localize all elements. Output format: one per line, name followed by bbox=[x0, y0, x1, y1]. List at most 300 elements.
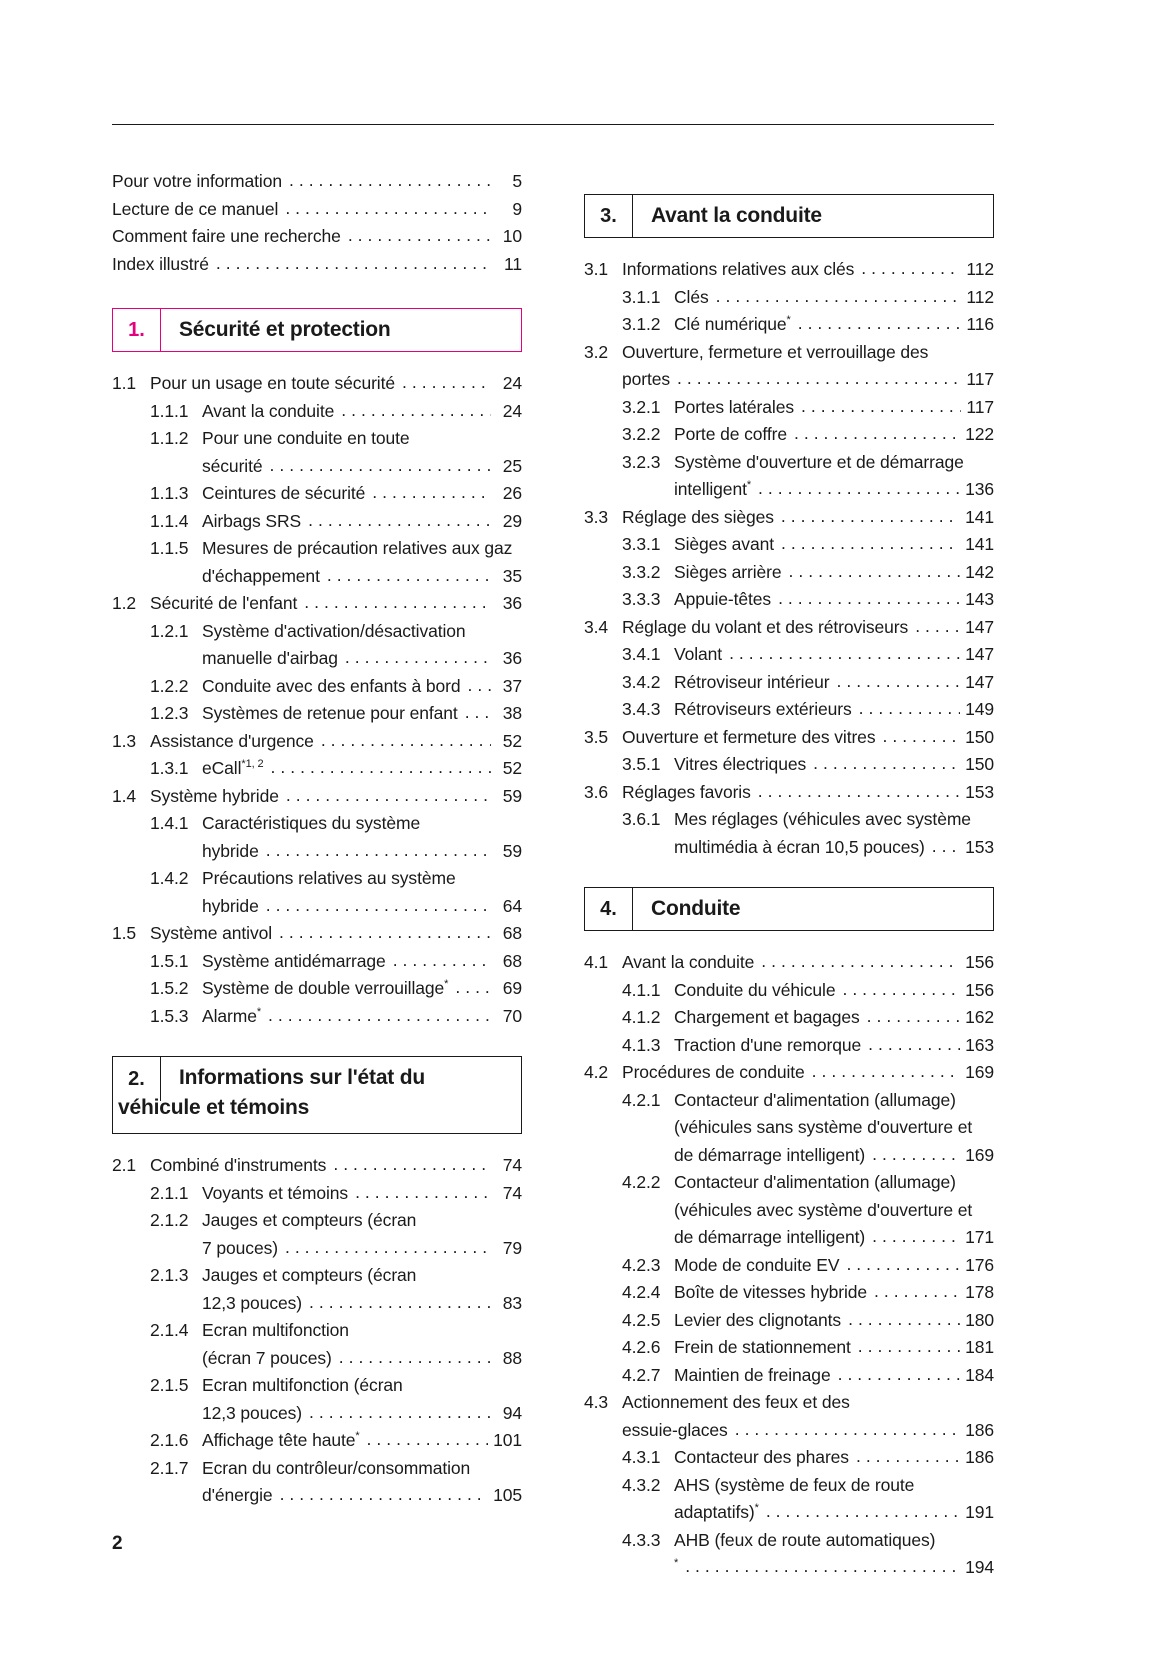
entry-number: 3.6.1 bbox=[622, 809, 661, 829]
dot-leader bbox=[279, 919, 491, 947]
entry-number: 1.2.3 bbox=[150, 703, 189, 723]
toc-entry[interactable] bbox=[584, 284, 994, 312]
toc-entry[interactable] bbox=[112, 1262, 522, 1317]
toc-entry[interactable] bbox=[112, 1180, 522, 1208]
entry-page-number: 52 bbox=[502, 730, 522, 751]
entry-number: 3.5 bbox=[584, 726, 609, 747]
dot-leader bbox=[735, 1416, 960, 1444]
entry-title: Appuie-têtes bbox=[674, 589, 772, 609]
entry-page-number: 122 bbox=[965, 424, 994, 444]
entry-title: Ouverture et fermeture des vitres bbox=[622, 726, 876, 747]
entry-page-number: 156 bbox=[965, 979, 994, 1000]
toc-entry[interactable] bbox=[584, 1169, 994, 1252]
entry-title: Système d'ouverture et de démarrage bbox=[674, 451, 964, 472]
toc-entry-line bbox=[112, 453, 522, 481]
entry-title: Clé numérique* bbox=[674, 314, 791, 334]
entry-page-number: 52 bbox=[502, 758, 522, 778]
entry-page-number: 147 bbox=[965, 616, 994, 637]
dot-leader bbox=[758, 475, 960, 503]
entry-title: Vitres électriques bbox=[674, 754, 807, 774]
entry-number: 1.5 bbox=[112, 923, 137, 943]
toc-entry[interactable] bbox=[112, 700, 522, 728]
entry-number: 3.4.2 bbox=[622, 671, 661, 692]
toc-entry-line bbox=[112, 893, 522, 921]
toc-entry-line bbox=[112, 1372, 522, 1400]
chapter-header[interactable] bbox=[584, 194, 994, 238]
dot-leader bbox=[345, 644, 491, 672]
chapter-title-line: véhicule et témoins bbox=[118, 1096, 310, 1119]
toc-entry[interactable] bbox=[112, 1207, 522, 1262]
dot-leader bbox=[781, 530, 960, 558]
toc-entry[interactable] bbox=[584, 641, 994, 669]
entry-title: Rétroviseur intérieur bbox=[674, 671, 830, 692]
footnote-marker: * bbox=[754, 1502, 759, 1515]
front-matter-list bbox=[112, 168, 522, 278]
toc-entry[interactable] bbox=[112, 480, 522, 508]
entry-page-number: 70 bbox=[502, 1005, 522, 1026]
dot-leader bbox=[393, 947, 491, 975]
dot-leader bbox=[848, 1306, 960, 1334]
toc-entry-line bbox=[112, 618, 522, 646]
chapter-entry-list bbox=[584, 256, 994, 861]
entry-page-number: 112 bbox=[966, 259, 994, 279]
entry-title: Mes réglages (véhicules avec système bbox=[674, 809, 971, 829]
entry-page-number: 117 bbox=[966, 396, 994, 417]
toc-entry[interactable] bbox=[584, 311, 994, 339]
toc-entry[interactable] bbox=[584, 1334, 994, 1362]
entry-page-number: 74 bbox=[502, 1155, 522, 1175]
toc-entry[interactable] bbox=[584, 977, 994, 1005]
entry-title: Jauges et compteurs (écran bbox=[202, 1210, 417, 1230]
dot-leader bbox=[798, 310, 962, 338]
dot-leader bbox=[372, 479, 491, 507]
entry-page-number: 136 bbox=[965, 479, 994, 499]
chapter-title: Conduite bbox=[651, 897, 741, 920]
dot-leader bbox=[836, 668, 960, 696]
dot-leader bbox=[859, 695, 960, 723]
toc-entry[interactable] bbox=[112, 755, 522, 783]
toc-entry-line bbox=[112, 838, 522, 866]
entry-number: 1.4 bbox=[112, 785, 137, 806]
entry-page-number: 25 bbox=[502, 455, 522, 476]
toc-entry[interactable] bbox=[112, 728, 522, 756]
left-chapter-list bbox=[112, 308, 522, 1510]
toc-entry[interactable] bbox=[584, 1004, 994, 1032]
entry-page-number: 59 bbox=[502, 840, 522, 861]
entry-number: 2.1.5 bbox=[150, 1375, 189, 1395]
toc-entry[interactable] bbox=[112, 1427, 522, 1455]
toc-entry[interactable] bbox=[112, 673, 522, 701]
entry-page-number: 59 bbox=[502, 785, 522, 806]
toc-entry[interactable] bbox=[112, 1455, 522, 1510]
entry-title: Voyants et témoins bbox=[202, 1182, 349, 1203]
entry-title: Pour un usage en toute sécurité bbox=[150, 373, 395, 393]
entry-number: 4.2.7 bbox=[622, 1364, 661, 1385]
entry-number: 4.2.1 bbox=[622, 1089, 661, 1110]
toc-entry[interactable] bbox=[584, 421, 994, 449]
entry-page-number: 36 bbox=[502, 593, 522, 613]
toc-entry-line bbox=[584, 1114, 994, 1142]
entry-number: 1.3 bbox=[112, 730, 137, 751]
entry-number: 3.2.2 bbox=[622, 424, 661, 444]
entry-number: 2.1.4 bbox=[150, 1320, 189, 1340]
dot-leader bbox=[868, 1031, 960, 1059]
entry-title: Portes latérales bbox=[674, 396, 794, 417]
right-chapter-list bbox=[584, 194, 994, 1582]
dot-leader bbox=[874, 1278, 960, 1306]
toc-entry-line bbox=[112, 425, 522, 453]
entry-page-number: 184 bbox=[965, 1364, 994, 1385]
front-matter-entry[interactable] bbox=[112, 196, 522, 224]
entry-title: Traction d'une remorque bbox=[674, 1034, 862, 1055]
entry-title: Ecran du contrôleur/consommation bbox=[202, 1457, 471, 1478]
entry-title: Chargement et bagages bbox=[674, 1007, 860, 1027]
entry-title: Systèmes de retenue pour enfant bbox=[202, 703, 458, 723]
header-rule bbox=[112, 124, 994, 125]
toc-entry-line bbox=[584, 449, 994, 477]
dot-leader bbox=[838, 1361, 961, 1389]
entry-page-number: 112 bbox=[966, 286, 994, 307]
entry-title: eCall$^{*1, 2}$ bbox=[202, 758, 264, 778]
entry-title: Réglage des sièges bbox=[622, 506, 774, 527]
chapter-header[interactable] bbox=[584, 887, 994, 931]
toc-entry[interactable] bbox=[584, 559, 994, 587]
page-number: 2 bbox=[112, 1533, 123, 1554]
entry-page-number: 149 bbox=[965, 699, 994, 719]
entry-title: Conduite du véhicule bbox=[674, 979, 836, 1000]
dot-leader bbox=[216, 250, 491, 278]
entry-title: multimédia à écran 10,5 pouces) bbox=[674, 836, 925, 857]
toc-entry-line bbox=[584, 1527, 994, 1555]
toc-entry[interactable] bbox=[584, 1472, 994, 1527]
entry-page-number: 169 bbox=[965, 1062, 994, 1082]
toc-entry[interactable] bbox=[584, 724, 994, 752]
toc-entry[interactable] bbox=[112, 1372, 522, 1427]
toc-entry[interactable] bbox=[584, 1444, 994, 1472]
toc-entry[interactable] bbox=[584, 256, 994, 284]
dot-leader bbox=[861, 255, 961, 283]
toc-entry[interactable] bbox=[584, 394, 994, 422]
entry-page-number: 24 bbox=[502, 373, 522, 393]
toc-entry[interactable] bbox=[584, 949, 994, 977]
toc-entry[interactable] bbox=[112, 590, 522, 618]
entry-title: Système antidémarrage bbox=[202, 950, 386, 971]
entry-page-number: 35 bbox=[502, 565, 522, 586]
entry-page-number: 181 bbox=[965, 1337, 994, 1357]
dot-leader bbox=[856, 1443, 960, 1471]
entry-page-number: 24 bbox=[502, 400, 522, 421]
footnote-marker: * bbox=[355, 1430, 360, 1443]
toc-entry[interactable] bbox=[584, 1362, 994, 1390]
toc-entry[interactable] bbox=[584, 1389, 994, 1444]
entry-title: Combiné d'instruments bbox=[150, 1155, 327, 1175]
entry-title: Airbags SRS bbox=[202, 510, 302, 531]
entry-title: Ecran multifonction bbox=[202, 1320, 349, 1340]
entry-page-number: 105 bbox=[493, 1485, 522, 1505]
entry-title: Système de double verrouillage* bbox=[202, 978, 449, 998]
toc-entry[interactable] bbox=[584, 1087, 994, 1170]
dot-leader bbox=[268, 1002, 491, 1030]
dot-leader bbox=[729, 640, 960, 668]
toc-entry-line bbox=[584, 1197, 994, 1225]
dot-leader bbox=[341, 397, 491, 425]
footnote-marker: * bbox=[444, 978, 449, 991]
toc-entry[interactable] bbox=[584, 1252, 994, 1280]
dot-leader bbox=[758, 778, 960, 806]
toc-entry[interactable] bbox=[584, 504, 994, 532]
entry-title: Frein de stationnement bbox=[674, 1337, 851, 1357]
entry-page-number: 83 bbox=[502, 1292, 522, 1313]
toc-entry[interactable] bbox=[584, 339, 994, 394]
entry-title: (écran 7 pouces) bbox=[202, 1347, 332, 1368]
entry-number: 3.2.3 bbox=[622, 451, 661, 472]
toc-entry[interactable] bbox=[112, 865, 522, 920]
toc-entry[interactable] bbox=[112, 398, 522, 426]
entry-number: 2.1.2 bbox=[150, 1210, 189, 1230]
entry-title: Maintien de freinage bbox=[674, 1364, 831, 1385]
entry-title: Boîte de vitesses hybride bbox=[674, 1282, 868, 1302]
toc-entry-line bbox=[584, 1417, 994, 1445]
entry-page-number: 176 bbox=[965, 1254, 994, 1275]
entry-page-number: 38 bbox=[502, 703, 522, 723]
entry-title: Sécurité de l'enfant bbox=[150, 593, 298, 613]
dot-leader bbox=[285, 195, 491, 223]
toc-entry-line bbox=[584, 1472, 994, 1500]
toc-entry[interactable] bbox=[584, 614, 994, 642]
entry-page-number: 153 bbox=[965, 781, 994, 802]
entry-page-number: 194 bbox=[965, 1557, 994, 1577]
entry-page-number: 94 bbox=[502, 1402, 522, 1423]
toc-entry[interactable] bbox=[112, 508, 522, 536]
footnote-marker: * bbox=[746, 479, 752, 492]
dot-leader bbox=[761, 948, 960, 976]
entry-title: Système antivol bbox=[150, 923, 273, 943]
chapter-title-line: Informations sur l'état du bbox=[179, 1066, 425, 1089]
dot-leader bbox=[289, 167, 491, 195]
toc-entry[interactable] bbox=[112, 1152, 522, 1180]
entry-title: Réglage du volant et des rétroviseurs bbox=[622, 616, 909, 637]
entry-number: 4.2.6 bbox=[622, 1337, 661, 1357]
entry-title: sécurité bbox=[202, 455, 263, 476]
dot-leader bbox=[867, 1003, 960, 1031]
dot-leader bbox=[858, 1333, 960, 1361]
entry-number: 2.1 bbox=[112, 1155, 137, 1175]
entry-page-number: 68 bbox=[502, 923, 522, 943]
entry-number: 1.5.2 bbox=[150, 978, 189, 998]
toc-entry-line bbox=[584, 476, 994, 504]
entry-page-number: 101 bbox=[493, 1430, 522, 1450]
entry-page-number: 79 bbox=[502, 1237, 522, 1258]
entry-number: 4.3.3 bbox=[622, 1529, 661, 1550]
entry-title: de démarrage intelligent) bbox=[674, 1227, 866, 1247]
entry-title bbox=[674, 1554, 678, 1582]
entry-title: portes bbox=[622, 369, 671, 389]
entry-title: Affichage tête haute* bbox=[202, 1430, 360, 1450]
entry-title: Mode de conduite EV bbox=[674, 1254, 840, 1275]
front-matter-entry[interactable] bbox=[112, 168, 522, 196]
dot-leader bbox=[348, 222, 491, 250]
entry-page-number: 163 bbox=[965, 1034, 994, 1055]
entry-page-number: 147 bbox=[965, 644, 994, 664]
entry-page-number: 64 bbox=[502, 895, 522, 916]
entry-number: 3.5.1 bbox=[622, 754, 661, 774]
entry-number: 4.1 bbox=[584, 952, 609, 972]
entry-title: Procédures de conduite bbox=[622, 1062, 805, 1082]
entry-number: 1.1.4 bbox=[150, 510, 189, 531]
toc-entry-line bbox=[112, 563, 522, 591]
front-matter-entry[interactable] bbox=[112, 223, 522, 251]
dot-leader bbox=[333, 1151, 491, 1179]
entry-number: 1.5.1 bbox=[150, 950, 189, 971]
toc-entry[interactable] bbox=[112, 920, 522, 948]
toc-column-left bbox=[112, 168, 522, 1582]
chapter-number: 2. bbox=[113, 1057, 161, 1101]
chapter-header[interactable] bbox=[112, 308, 522, 352]
toc-entry[interactable] bbox=[584, 779, 994, 807]
toc-entry-line bbox=[584, 1554, 994, 1582]
entry-page-number: 142 bbox=[965, 561, 994, 582]
chapter-entry-list bbox=[112, 1152, 522, 1510]
front-matter-entry[interactable] bbox=[112, 251, 522, 279]
entry-page-number: 36 bbox=[502, 648, 522, 668]
chapter-number: 4. bbox=[585, 888, 633, 930]
chapter-title: Sécurité et protection bbox=[179, 318, 391, 341]
entry-number: 3.3 bbox=[584, 506, 609, 527]
entry-title: Conduite avec des enfants à bord bbox=[202, 675, 461, 696]
toc-columns bbox=[112, 168, 994, 1582]
toc-entry[interactable] bbox=[112, 783, 522, 811]
toc-entry-line bbox=[584, 1499, 994, 1527]
entry-title: Lecture de ce manuel bbox=[112, 198, 279, 219]
toc-entry[interactable] bbox=[584, 1032, 994, 1060]
entry-title: AHS (système de feux de route bbox=[674, 1474, 915, 1495]
entry-title: Contacteur d'alimentation (allumage) bbox=[674, 1089, 956, 1110]
dot-leader bbox=[308, 507, 491, 535]
entry-page-number: 150 bbox=[965, 726, 994, 747]
entry-page-number: 11 bbox=[504, 253, 522, 274]
entry-page-number: 74 bbox=[502, 1182, 522, 1203]
entry-number: 1.4.2 bbox=[150, 868, 189, 888]
entry-number: 3.1 bbox=[584, 259, 609, 279]
toc-entry[interactable] bbox=[112, 1317, 522, 1372]
toc-entry-line bbox=[112, 810, 522, 838]
toc-entry-line bbox=[112, 645, 522, 673]
toc-entry-line bbox=[584, 1087, 994, 1115]
entry-page-number: 5 bbox=[512, 171, 522, 191]
entry-title: Clés bbox=[674, 286, 709, 307]
toc-entry[interactable] bbox=[584, 806, 994, 861]
chapter-number: 3. bbox=[585, 195, 633, 237]
entry-title: hybride bbox=[202, 895, 259, 916]
dot-leader bbox=[304, 589, 491, 617]
entry-page-number: 29 bbox=[502, 510, 522, 531]
dot-leader bbox=[766, 1498, 960, 1526]
entry-number: 4.3.2 bbox=[622, 1474, 661, 1495]
toc-entry[interactable] bbox=[584, 696, 994, 724]
toc-entry[interactable] bbox=[584, 586, 994, 614]
toc-entry-line bbox=[112, 1455, 522, 1483]
toc-entry[interactable] bbox=[112, 370, 522, 398]
entry-title: Ceintures de sécurité bbox=[202, 483, 366, 503]
toc-entry[interactable] bbox=[112, 618, 522, 673]
entry-number: 1.1.5 bbox=[150, 538, 189, 558]
entry-title: Précautions relatives au système bbox=[202, 868, 456, 888]
dot-leader bbox=[285, 1234, 491, 1262]
dot-leader bbox=[932, 833, 960, 861]
entry-title: (véhicules sans système d'ouverture et bbox=[674, 1117, 973, 1137]
toc-entry[interactable] bbox=[112, 948, 522, 976]
dot-leader bbox=[872, 1141, 960, 1169]
entry-title: Alarme* bbox=[202, 1005, 262, 1026]
entry-number: 1.2 bbox=[112, 593, 137, 613]
entry-page-number: 156 bbox=[965, 952, 994, 972]
toc-entry[interactable] bbox=[584, 1307, 994, 1335]
dot-leader bbox=[846, 1251, 960, 1279]
toc-entry[interactable] bbox=[584, 531, 994, 559]
toc-entry[interactable] bbox=[584, 1279, 994, 1307]
toc-entry[interactable] bbox=[584, 1059, 994, 1087]
toc-entry[interactable] bbox=[584, 449, 994, 504]
entry-page-number: 68 bbox=[502, 950, 522, 971]
toc-entry-line bbox=[112, 865, 522, 893]
toc-entry-line bbox=[584, 1389, 994, 1417]
dot-leader bbox=[402, 369, 491, 397]
toc-entry[interactable] bbox=[584, 751, 994, 779]
entry-page-number: 117 bbox=[966, 369, 994, 389]
entry-number: 3.4.3 bbox=[622, 699, 661, 719]
toc-entry-line bbox=[584, 1224, 994, 1252]
dot-leader bbox=[716, 283, 962, 311]
toc-entry[interactable] bbox=[584, 1527, 994, 1582]
toc-entry[interactable] bbox=[112, 975, 522, 1003]
entry-title: hybride bbox=[202, 840, 259, 861]
entry-title: intelligent* bbox=[674, 479, 752, 499]
chapter-header[interactable] bbox=[112, 1056, 522, 1134]
entry-number: 1.3.1 bbox=[150, 758, 189, 778]
entry-title: essuie-glaces bbox=[622, 1419, 728, 1440]
entry-title: Réglages favoris bbox=[622, 781, 751, 802]
entry-page-number: 153 bbox=[965, 836, 994, 857]
entry-title: Porte de coffre bbox=[674, 424, 787, 444]
entry-number: 1.4.1 bbox=[150, 813, 189, 833]
entry-title: Système hybride bbox=[150, 785, 279, 806]
entry-page-number: 180 bbox=[965, 1309, 994, 1330]
toc-entry[interactable] bbox=[112, 810, 522, 865]
entry-number: 4.2.4 bbox=[622, 1282, 661, 1302]
toc-entry[interactable] bbox=[584, 669, 994, 697]
toc-column-right bbox=[584, 168, 994, 1582]
toc-entry-line bbox=[112, 1482, 522, 1510]
footnote-marker: * bbox=[674, 1557, 679, 1570]
entry-title: 12,3 pouces) bbox=[202, 1292, 302, 1313]
dot-leader bbox=[339, 1344, 491, 1372]
toc-entry[interactable] bbox=[112, 535, 522, 590]
toc-entry[interactable] bbox=[112, 1003, 522, 1031]
entry-number: 1.1.1 bbox=[150, 400, 189, 421]
toc-entry-line bbox=[112, 1317, 522, 1345]
entry-number: 4.1.1 bbox=[622, 979, 661, 1000]
dot-leader bbox=[269, 452, 491, 480]
chapter-entry-list bbox=[584, 949, 994, 1582]
toc-entry-line bbox=[584, 366, 994, 394]
footnote-marker: * bbox=[786, 314, 791, 327]
dot-leader bbox=[789, 558, 961, 586]
entry-page-number: 171 bbox=[965, 1227, 994, 1247]
toc-entry[interactable] bbox=[112, 425, 522, 480]
footnote-marker: * bbox=[256, 1005, 262, 1018]
toc-entry-line bbox=[112, 1345, 522, 1373]
entry-title: Avant la conduite bbox=[622, 952, 755, 972]
